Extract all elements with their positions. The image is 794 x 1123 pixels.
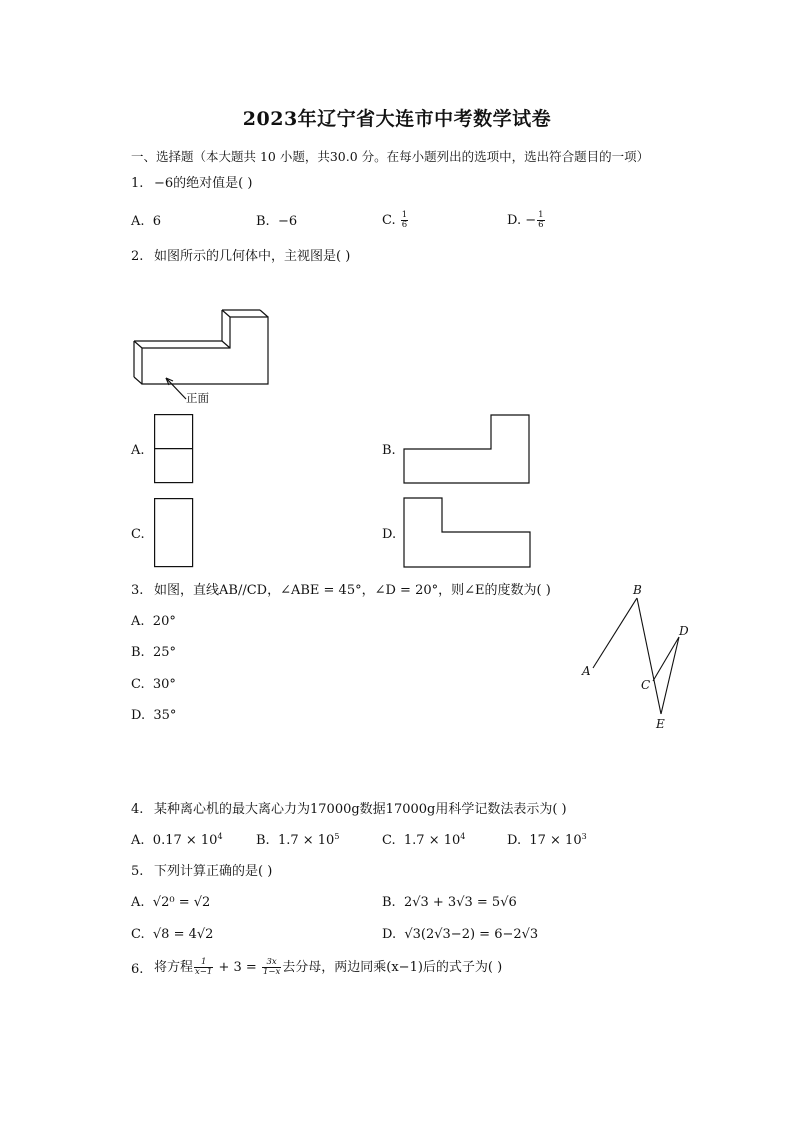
- q1-option-a-label: A.: [131, 214, 145, 229]
- fraction-numerator: 1: [401, 210, 408, 220]
- front-view-label: 正面: [186, 391, 209, 405]
- q5-option-b-label: B.: [382, 895, 396, 910]
- q4-option-a-label: A.: [131, 833, 145, 848]
- q2-option-b-label: B.: [382, 443, 396, 458]
- q4-option-d: [507, 833, 587, 849]
- q2-solid-figure: [128, 305, 278, 410]
- q6-stem-suffix: 去分母，两边同乘(x−1)后的式子为( ): [282, 960, 503, 975]
- q3-option-c-label: C.: [131, 677, 145, 692]
- q3-geometry-figure: [575, 580, 705, 735]
- fraction-numerator: 1: [194, 958, 213, 968]
- q5-option-a: [131, 895, 210, 911]
- q5-option-d: [382, 927, 538, 943]
- q3-stem: 如图，直线AB//CD，∠ABE = 45°，∠D = 20°，则∠E的度数为( ): [154, 583, 551, 598]
- q1-option-c-fraction: [401, 211, 408, 230]
- q2-stem: 如图所示的几何体中，主视图是( ): [154, 249, 351, 264]
- point-d-label: D: [679, 624, 689, 638]
- q1-option-d-fraction: [537, 211, 544, 230]
- q1-option-d-label: D.: [507, 213, 522, 228]
- q2-option-c-figure: [154, 498, 194, 568]
- q1-option-b-value: −6: [277, 214, 298, 229]
- q5-stem: 下列计算正确的是( ): [154, 864, 273, 879]
- q3-option-b: [131, 645, 176, 661]
- q4-option-b: [256, 833, 339, 849]
- q2-option-d-label: D.: [382, 527, 397, 542]
- point-b-label: B: [633, 583, 642, 597]
- q3-option-d-label: D.: [131, 708, 146, 723]
- q4-option-c-base: 1.7 × 10: [403, 833, 461, 848]
- q3-option-a: [131, 614, 176, 630]
- q2-option-a-figure: [154, 414, 194, 484]
- q4-option-d-exponent: 3: [581, 832, 587, 841]
- q4-option-b-label: B.: [256, 833, 270, 848]
- fraction-denominator: 6: [538, 220, 544, 230]
- q5-option-c-value: √8 = 4√2: [152, 927, 214, 942]
- q1-option-c-label: C.: [382, 213, 396, 228]
- q4-option-b-base: 1.7 × 10: [277, 833, 335, 848]
- q5-option-b-value: 2√3 + 3√3 = 5√6: [403, 895, 517, 910]
- q1-option-a-value: 6: [152, 214, 162, 229]
- point-c-label: C: [641, 678, 651, 692]
- q4-option-c: [382, 833, 465, 849]
- q2-number: 2.: [131, 249, 144, 264]
- q6-fraction-2: [262, 958, 281, 977]
- fraction-denominator: x−1: [195, 967, 213, 977]
- q5-option-d-label: D.: [382, 927, 397, 942]
- q1-option-c: [382, 211, 409, 230]
- q1-option-d-sign: −: [525, 213, 537, 228]
- q4-option-c-label: C.: [382, 833, 396, 848]
- fraction-denominator: 6: [401, 220, 408, 230]
- q3-option-b-value: 25°: [152, 645, 176, 660]
- q3-option-a-value: 20°: [152, 614, 176, 629]
- q5-number: 5.: [131, 864, 144, 879]
- q2-option-c-label: C.: [131, 527, 145, 542]
- section-heading: 一、选择题（本大题共 10 小题，共30.0 分。在每小题列出的选项中，选出符合题目的一项）: [131, 149, 650, 164]
- q1-option-b-label: B.: [256, 214, 270, 229]
- q4-number: 4.: [131, 802, 144, 817]
- q3-option-b-label: B.: [131, 645, 145, 660]
- q4-option-a-exponent: 4: [217, 832, 223, 841]
- q4-option-d-label: D.: [507, 833, 522, 848]
- q6-stem-prefix: 将方程: [154, 960, 194, 975]
- q3-option-a-label: A.: [131, 614, 145, 629]
- q1-option-d: [507, 211, 546, 230]
- q5-option-c-label: C.: [131, 927, 145, 942]
- q2-option-d-figure: [403, 497, 533, 569]
- q4-option-c-exponent: 4: [460, 832, 466, 841]
- q3-option-d-value: 35°: [153, 708, 177, 723]
- q4-option-b-exponent: 5: [334, 832, 340, 841]
- fraction-denominator: 1−x: [262, 967, 281, 977]
- q5-option-d-value: √3(2√3−2) = 6−2√3: [404, 927, 539, 942]
- q4-stem: 某种离心机的最大离心力为17000g数据17000g用科学记数法表示为( ): [154, 802, 567, 817]
- q1-option-b: [256, 214, 297, 230]
- q6-fraction-1: [194, 958, 213, 977]
- q3-option-c: [131, 677, 176, 693]
- q6-stem-middle: + 3 =: [218, 960, 257, 975]
- point-a-label: A: [582, 664, 591, 678]
- q6-stem: [154, 958, 502, 977]
- q1-stem: −6的绝对值是( ): [154, 176, 253, 191]
- q1-option-a: [131, 214, 161, 230]
- q4-option-d-base: 17 × 10: [529, 833, 582, 848]
- q4-option-a-base: 0.17 × 10: [152, 833, 218, 848]
- page-title: 2023年辽宁省大连市中考数学试卷: [242, 108, 552, 130]
- q3-option-c-value: 30°: [152, 677, 176, 692]
- fraction-numerator: 1: [538, 210, 544, 220]
- q6-number: 6.: [131, 962, 144, 977]
- q3-option-d: [131, 708, 176, 724]
- q5-option-a-label: A.: [131, 895, 145, 910]
- q2-option-a-label: A.: [131, 443, 145, 458]
- q1-number: 1.: [131, 176, 144, 191]
- q5-option-a-value: √2⁰ = √2: [152, 895, 211, 910]
- q5-option-c: [131, 927, 213, 943]
- q2-option-b-figure: [403, 414, 531, 485]
- q5-option-b: [382, 895, 517, 911]
- point-e-label: E: [656, 717, 665, 731]
- q4-option-a: [131, 833, 223, 849]
- fraction-numerator: 3x: [262, 958, 281, 968]
- q3-number: 3.: [131, 583, 144, 598]
